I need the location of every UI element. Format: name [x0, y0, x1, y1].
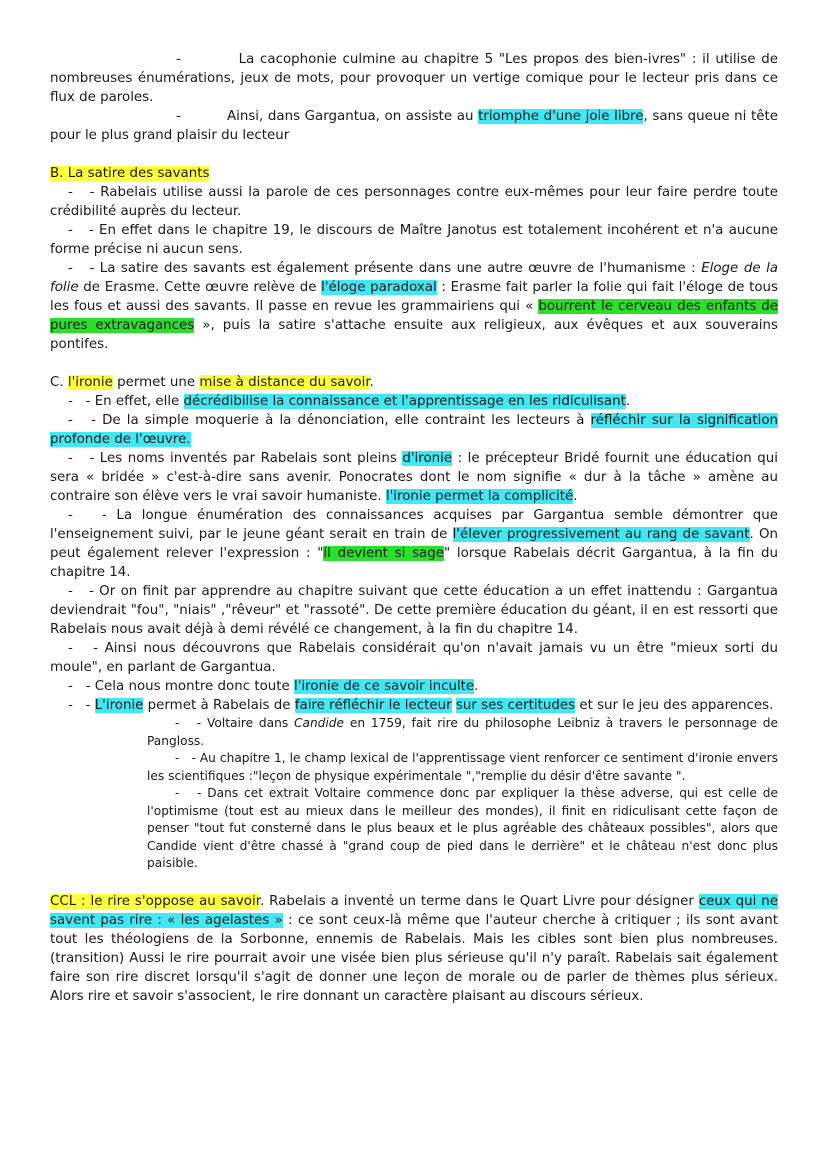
highlight: réfléchir sur la signification profonde de l'œuvre. [50, 413, 779, 447]
paragraph-text: - Or on finit par apprendre au chapitre suivant que cette éducation a un effet inattendu : Gargantua deviendrait "fou", "niais" ,"rêveur" et "rassoté". De cette première éducation du géant, il en est ressorti que Rabelais nous avait déjà à demi révélé ce changement, à la fin du chapitre 14. [50, 584, 778, 637]
paragraph-text: . [625, 394, 631, 409]
highlight: l'ironie [67, 375, 113, 390]
highlight: l'éloge paradoxal [321, 280, 437, 295]
bullet-c4: - - La longue énumération des connaissances acquises par Gargantua semble démontrer que l'enseignement suivi, par le jeune géant serait en train de l'élever progressivement au rang de savant. On peut également relever l'expression : "il devient si sage" lorsque Rabelais décrit Gargantua, à la fin du chapitre 14. [50, 508, 779, 580]
bullet-c3: - - Les noms inventés par Rabelais sont pleins d'ironie : le précepteur Bridé fournit une éducation qui sera « bridée » c'est-à-dire sans avenir. Ponocrates dont le nom signifie « dur à la tâche » amène au contraire son élève vers le vrai savoir humaniste. l'ironie permet la complicité. [50, 451, 779, 504]
highlight: il devient si sage [323, 546, 444, 561]
heading-text: C. [50, 375, 68, 390]
paragraph-text: Ainsi, dans Gargantua, on assiste au [226, 109, 479, 124]
paragraph-text: - Cela nous montre donc toute [85, 679, 295, 694]
section-b-heading [50, 164, 778, 183]
paragraph-text: - La longue énumération des connaissances acquises par Gargantua semble démontrer que l'enseignement suivi, par le jeune géant serait en train de [50, 508, 778, 542]
paragraph-text: . On peut également relever l'expression : " [50, 527, 778, 561]
book-title: Candide [293, 716, 345, 730]
paragraph-text: - La satire des savants est également présente dans une autre œuvre de l'humanisme : [89, 261, 702, 276]
bullet-b1: - - Rabelais utilise aussi la parole de ces personnages contre eux-mêmes pour leur faire perdre toute crédibilité auprès du lecteur. [50, 185, 778, 219]
highlight: L'ironie [94, 698, 144, 713]
highlight: B. La satire des savants [50, 166, 210, 181]
voltaire-block [147, 715, 778, 873]
bullet-c5: - - Or on finit par apprendre au chapitre suivant que cette éducation a un effet inattendu : Gargantua deviendrait "fou", "niais" ,"rêveur" et "rassoté". De cette première éducation du géant, il en est ressorti que Rabelais nous avait déjà à demi révélé ce changement, à la fin du chapitre 14. [50, 584, 778, 637]
bullet-c8: - - L'ironie permet à Rabelais de faire réfléchir le lecteur sur ses certitudes et sur le jeu des apparences. [68, 698, 774, 713]
paragraph-text: - Voltaire dans [196, 716, 294, 730]
heading-text: . [369, 375, 374, 390]
bullet-c7: - - Cela nous montre donc toute l'ironie de ce savoir inculte. [68, 679, 479, 694]
paragraph-text: - Les noms inventés par Rabelais sont pleins [89, 451, 403, 466]
paragraph-text: . Rabelais a inventé un terme dans le Quart Livre pour désigner [259, 893, 699, 909]
paragraph-text: de Erasme. Cette œuvre relève de [78, 280, 322, 295]
highlight: faire réfléchir le lecteur [294, 698, 452, 713]
section-c-heading [50, 373, 778, 392]
paragraph-text: et sur le jeu des apparences. [575, 698, 774, 713]
highlight: CCL : le rire s'oppose au savoir [50, 893, 260, 909]
intro-paragraph-2 [50, 107, 778, 145]
highlight: bourrent le cerveau des enfants de pures extravagances [50, 299, 778, 333]
paragraph-text: en 1759, fait rire du philosophe Leibniz à travers le personnage de Pangloss. [147, 716, 778, 748]
conclusion-paragraph [50, 892, 778, 1006]
paragraph-text: : Erasme fait parler la folie qui fait l'éloge de tous les fous et aussi des savants. Il passe en revue les grammairiens qui « [50, 280, 778, 314]
heading-text: permet une [112, 375, 200, 390]
paragraph-text: La cacophonie culmine au chapitre 5 "Les propos des bien-ivres" : il utilise de nombreuses énumérations, jeux de mots, pour provoquer un vertige comique pour le lecteur pris dans ce flux de paroles. [50, 52, 778, 105]
paragraph-text: permet à Rabelais de [143, 698, 295, 713]
highlight: mise à distance du savoir [199, 375, 370, 390]
bullet-v2: - - Au chapitre 1, le champ lexical de l'apprentissage vient renforcer ce sentiment d'ironie envers les scientifiques :"leçon de physique expérimentale ","remplie du désir d'être savante ". [147, 751, 778, 783]
highlight: décrédibilise la connaissance et l'apprentissage en les ridiculisant [183, 394, 626, 409]
paragraph-text: - Rabelais utilise aussi la parole de ces personnages contre eux-mêmes pour leur faire perdre toute crédibilité auprès du lecteur. [50, 185, 778, 219]
paragraph-text: " lorsque Rabelais décrit Gargantua, à la fin du chapitre 14. [50, 546, 779, 580]
paragraph-text: - En effet dans le chapitre 19, le discours de Maître Janotus est totalement incohérent et n'a aucune forme précise ni aucun sens. [50, 223, 778, 257]
highlight: triomphe d'une joie libre [478, 109, 644, 124]
bullet-c6: - - Ainsi nous découvrons que Rabelais considérait qu'on n'avait jamais vu un être "mieux sorti du moule", en parlant de Gargantua. [50, 641, 778, 675]
list-dash: - [176, 109, 181, 124]
highlight: l'ironie de ce savoir inculte [294, 679, 475, 694]
highlight: sur ses certitudes [455, 698, 576, 713]
paragraph-text: - En effet, elle [85, 394, 184, 409]
bullet-b3: - - La satire des savants est également présente dans une autre œuvre de l'humanisme : Eloge de la folie de Erasme. Cette œuvre relève de l'éloge paradoxal : Erasme fait parler la folie qui fait l'éloge de tous les fous et aussi des savants. Il passe en revue les grammairiens qui « bourrent le cerveau des enfants de pures extravagances », puis la satire s'attache ensuite aux religieux, aux évêques et aux souverains pontifes. [50, 261, 778, 352]
highlight: l'ironie permet la complicité [385, 489, 574, 504]
paragraph-text: . [573, 489, 578, 504]
bullet-v3: - - Dans cet extrait Voltaire commence donc par expliquer la thèse adverse, qui est celle de l'optimisme (tout est au mieux dans le meilleur des mondes), il finit en ridiculisant cette façon de penser "tout fut consterné dans le plus beaux et le plus agréable des châteaux possibles", alors que Candide vient d'être chassé à "grand coup de pied dans le derrière" et le château n'est donc plus paisible. [147, 786, 778, 870]
paragraph-text: - [85, 698, 95, 713]
bullet-b2: - - En effet dans le chapitre 19, le discours de Maître Janotus est totalement incohérent et n'a aucune forme précise ni aucun sens. [50, 223, 778, 257]
paragraph-text: - Ainsi nous découvrons que Rabelais considérait qu'on n'avait jamais vu un être "mieux sorti du moule", en parlant de Gargantua. [50, 641, 778, 675]
paragraph-text: - Au chapitre 1, le champ lexical de l'apprentissage vient renforcer ce sentiment d'ironie envers les scientifiques :"leçon de physique expérimentale ","remplie du désir d'être savante ". [147, 751, 778, 783]
bullet-v1: - - Voltaire dans Candide en 1759, fait rire du philosophe Leibniz à travers le personnage de Pangloss. [147, 716, 778, 748]
paragraph-text: . [474, 679, 479, 694]
paragraph-text: : ce sont ceux-là même que l'auteur cherche à critiquer ; ils sont avant tout les théologiens de la Sorbonne, ennemis de Rabelais. Mais les cibles sont bien plus nombreuses. (transition) Aussi le rire pourrait avoir une visée bien plus sérieuse qu'il n'y paraît. Rabelais sait également faire son rire discret lorsqu'il s'agit de donner une leçon de morale ou de parler de thèmes plus sérieux. Alors rire et savoir s'associent, le rire donnant un caractère plaisant au discours sérieux. [50, 912, 778, 1004]
paragraph-text: : le précepteur Bridé fournit une éducation qui sera « bridée » c'est-à-dire sans avenir. Ponocrates dont le nom signifie « dur à la tâche » amène au contraire son élève vers le vrai savoir humaniste. [50, 451, 779, 504]
intro-paragraph-1 [50, 50, 778, 107]
book-title: Eloge de la folie [50, 261, 778, 295]
paragraph-text: - Dans cet extrait Voltaire commence donc par expliquer la thèse adverse, qui est celle de l'optimisme (tout est au mieux dans le meilleur des mondes), il finit en ridiculisant cette façon de penser "tout fut consterné dans le plus beaux et le plus agréable des châteaux possibles", alors que Candide vient d'être chassé à "grand coup de pied dans le derrière" et le château n'est donc plus paisible. [147, 786, 778, 870]
paragraph-text: , sans queue ni tête pour le plus grand plaisir du lecteur [50, 109, 778, 143]
list-dash: - [176, 52, 181, 67]
bullet-c2: - - De la simple moquerie à la dénonciation, elle contraint les lecteurs à réfléchir sur la signification profonde de l'œuvre. [50, 413, 779, 447]
highlight: d'ironie [402, 451, 453, 466]
highlight: ceux qui ne savent pas rire : « les agelastes » [50, 893, 779, 928]
bullet-c1: - - En effet, elle décrédibilise la connaissance et l'apprentissage en les ridiculisant. [68, 394, 631, 409]
paragraph-text: », puis la satire s'attache ensuite aux religieux, aux évêques et aux souverains pontifes. [50, 318, 778, 352]
highlight: l'élever progressivement au rang de savant [452, 527, 750, 542]
paragraph-text: - De la simple moquerie à la dénonciation, elle contraint les lecteurs à [91, 413, 591, 428]
